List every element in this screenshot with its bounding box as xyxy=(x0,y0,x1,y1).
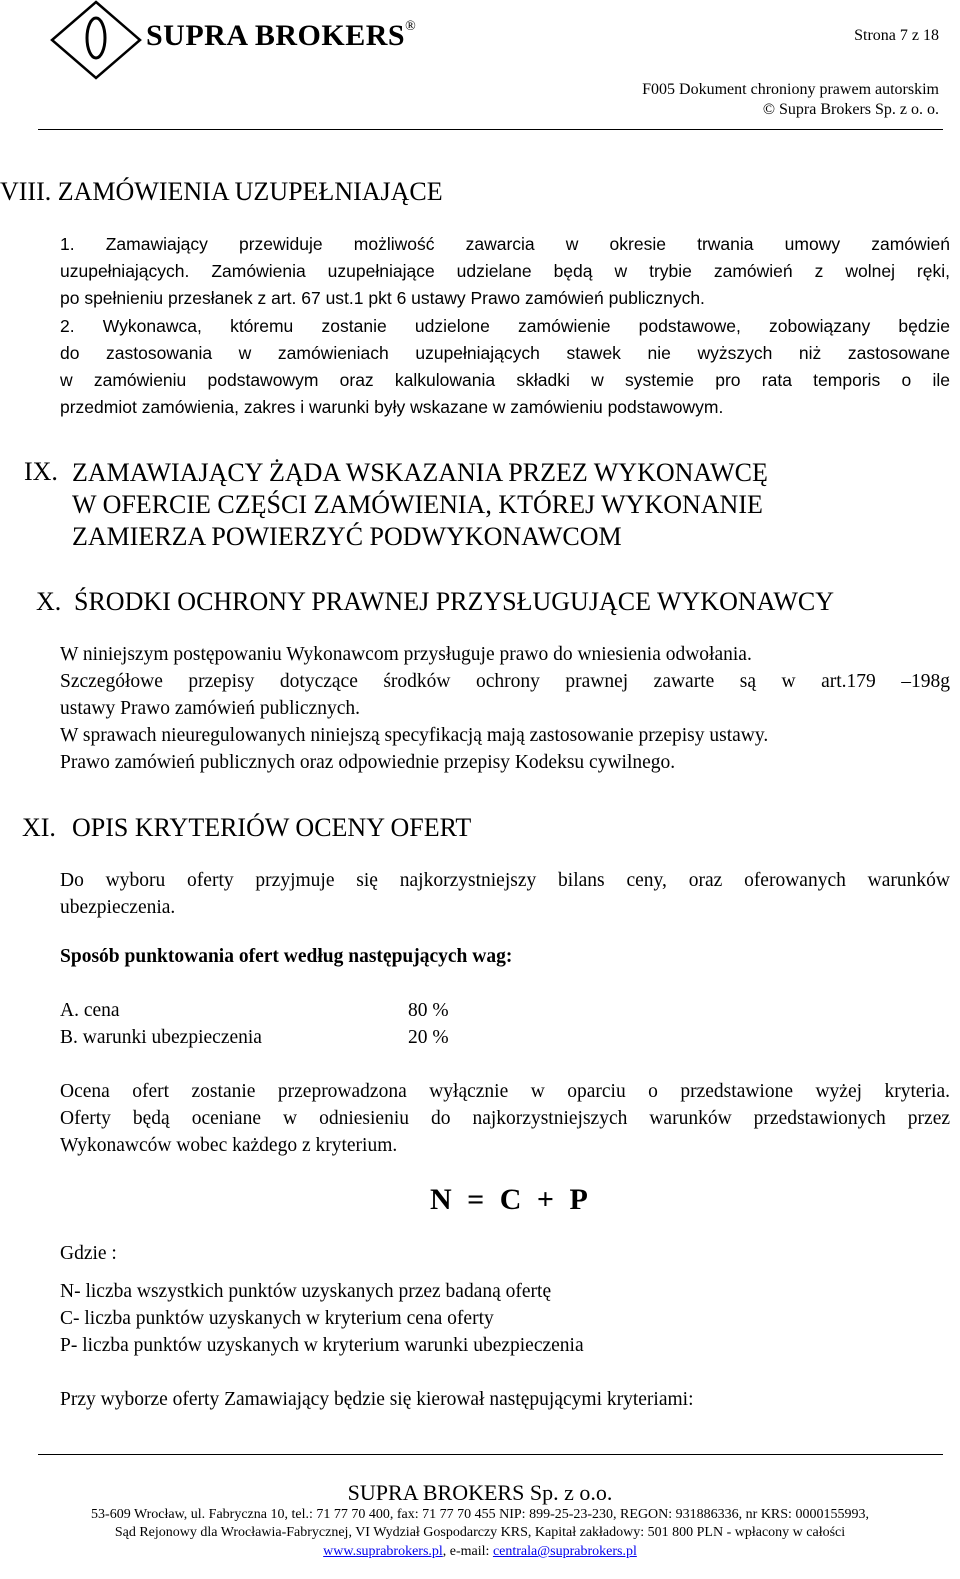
footer-address: 53-609 Wrocław, ul. Fabryczna 10, tel.: 71 77 70 400, fax: 71 77 70 455 NIP: 899-25-23-230, REGON: 931886336, nr KRS: 0000155993, xyxy=(91,1507,869,1522)
heading-line: ZAMAWIAJĄCY ŻĄDA WSKAZANIA PRZEZ WYKONAWCĘ xyxy=(72,458,768,487)
scoring-formula: N = C + P xyxy=(430,1183,592,1216)
paragraph-line: przedmiot zamówienia, zakres i warunki były wskazane w zamówieniu podstawowym. xyxy=(60,397,724,417)
definition-item: P- liczba punktów uzyskanych w kryterium warunki ubezpieczenia xyxy=(60,1335,584,1356)
section-heading-x: ŚRODKI OCHRONY PRAWNEJ PRZYSŁUGUJĄCE WYKONAWCY xyxy=(74,587,834,616)
weight-value: 80 % xyxy=(408,1000,449,1021)
paragraph-line: Ocena ofert zostanie przeprowadzona wyłącznie w oparciu o przedstawione wyżej kryteria. xyxy=(60,1081,950,1102)
paragraph-line: 1. Zamawiający przewiduje możliwość zawarcia w okresie trwania umowy zamówień xyxy=(60,234,950,254)
heading-line: W OFERCIE CZĘŚCI ZAMÓWIENIA, KTÓREJ WYKONANIE xyxy=(72,490,763,519)
weight-label: B. warunki ubezpieczenia xyxy=(60,1027,262,1048)
footer-divider xyxy=(38,1454,943,1455)
weight-label: A. cena xyxy=(60,1000,120,1021)
page-number: Strona 7 z 18 xyxy=(854,27,939,44)
copyright-company: © Supra Brokers Sp. z o. o. xyxy=(762,101,939,118)
evaluation-paragraph xyxy=(60,1078,950,1159)
section-number-x: X. xyxy=(36,587,62,616)
website-link[interactable]: www.suprabrokers.pl xyxy=(323,1544,443,1559)
paragraph-line: po spełnieniu przesłanek z art. 67 ust.1 pkt 6 ustawy Prawo zamówień publicznych. xyxy=(60,288,705,308)
registered-mark: ® xyxy=(405,19,417,34)
footer-court: Sąd Rejonowy dla Wrocławia-Fabrycznej, VI Wydział Gospodarczy KRS, Kapitał zakładowy: 501 800 PLN - wpłacony w całości xyxy=(114,1525,846,1540)
header-divider xyxy=(38,129,943,130)
where-label: Gdzie : xyxy=(60,1243,117,1264)
heading-line: ZAMIERZA POWIERZYĆ PODWYKONAWCOM xyxy=(72,522,622,551)
paragraph-line: W niniejszym postępowaniu Wykonawcom przysługuje prawo do wniesienia odwołania. xyxy=(60,644,752,665)
section-number-ix: IX. xyxy=(24,457,58,486)
footer-company: SUPRA BROKERS Sp. z o.o. xyxy=(347,1480,613,1505)
paragraph-line: Oferty będą oceniane w odniesieniu do najkorzystniejszych warunków przedstawionych przez xyxy=(60,1108,950,1129)
paragraph-line: Prawo zamówień publicznych oraz odpowiednie przepisy Kodeksu cywilnego. xyxy=(60,752,676,773)
logo-text: SUPRA BROKERS xyxy=(146,19,406,52)
paragraph-line: do zastosowania w zamówieniach uzupełniających stawek nie wyższych niż zastosowane xyxy=(60,343,950,363)
definition-item: C- liczba punktów uzyskanych w kryterium cena oferty xyxy=(60,1308,494,1329)
section-x-body xyxy=(60,641,950,776)
paragraph-line: Do wyboru oferty przyjmuje się najkorzystniejszy bilans ceny, oraz oferowanych warunków xyxy=(60,870,950,891)
section-heading-viii: VIII. ZAMÓWIENIA UZUPEŁNIAJĄCE xyxy=(0,177,443,206)
copyright-notice: F005 Dokument chroniony prawem autorskim xyxy=(642,81,939,98)
paragraph-line: w zamówieniu podstawowym oraz kalkulowania składki w systemie pro rata temporis o ile xyxy=(60,370,950,390)
supra-brokers-logo-icon xyxy=(48,0,144,80)
paragraph-1 xyxy=(60,231,950,312)
paragraph-line: 2. Wykonawca, któremu zostanie udzielone zamówienie podstawowe, zobowiązany będzie xyxy=(60,316,950,336)
section-number-xi: XI. xyxy=(22,813,56,842)
paragraph-line: ubezpieczenia. xyxy=(60,897,176,918)
section-heading-ix xyxy=(72,457,768,553)
definition-list xyxy=(60,1278,584,1359)
weight-value: 20 % xyxy=(408,1027,449,1048)
closing-line: Przy wyborze oferty Zamawiający będzie się kierował następującymi kryteriami: xyxy=(60,1389,694,1410)
paragraph-line: Wykonawców wobec każdego z kryterium. xyxy=(60,1135,398,1156)
paragraph-line: W sprawach nieuregulowanych niniejszą specyfikacją mają zastosowanie przepisy ustawy. xyxy=(60,725,769,746)
paragraph-line: Szczegółowe przepisy dotyczące środków ochrony prawnej zawarte są w art.179 –198g xyxy=(60,671,950,692)
paragraph-2 xyxy=(60,313,950,421)
email-prefix: , e-mail: xyxy=(442,1544,493,1559)
footer-contact xyxy=(0,1544,960,1560)
email-link[interactable]: centrala@suprabrokers.pl xyxy=(492,1544,637,1559)
definition-item: N- liczba wszystkich punktów uzyskanych przez badaną ofertę xyxy=(60,1281,552,1302)
section-heading-xi: OPIS KRYTERIÓW OCENY OFERT xyxy=(72,813,472,842)
paragraph-line: ustawy Prawo zamówień publicznych. xyxy=(60,698,361,719)
section-xi-intro xyxy=(60,867,950,921)
weights-heading: Sposób punktowania ofert według następujących wag: xyxy=(60,946,513,967)
paragraph-line: uzupełniających. Zamówienia uzupełniające udzielane będą w trybie zamówień z wolnej ręki, xyxy=(60,261,950,281)
